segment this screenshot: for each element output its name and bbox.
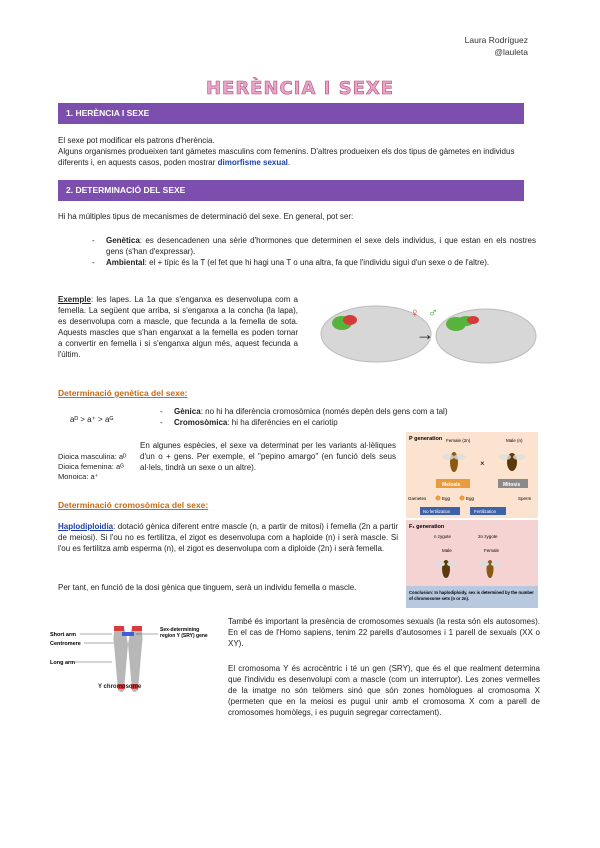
limpet-shell-right xyxy=(436,309,536,363)
f1-female-label: Female xyxy=(484,548,500,553)
allele-formula: aᴰ > a⁺ > aᴳ xyxy=(70,415,114,424)
male-symbol: ♂ xyxy=(428,305,438,320)
arrow-icon: → xyxy=(416,324,434,344)
sry-label: Sex-determining region Y (SRY) gene xyxy=(160,627,208,639)
list-item: - Ambiental: el + típic és la T (el fet que hi hagi una T o una altra, fa que l'individu sigui d'un sexe o de l'altre). xyxy=(92,257,536,268)
short-arm-label: Short arm xyxy=(50,632,76,638)
limpet-red-left xyxy=(343,315,357,325)
sperm-label: Sperm xyxy=(518,496,532,501)
list-item: - Genètica: es desencadenen una sèrie d'hormones que determinen el sexe dels individus, i que estan en els nostres gens (s'han d'expressar). xyxy=(92,235,536,257)
fertilization-label: Fertilization xyxy=(474,509,496,514)
author-handle: @lauleta xyxy=(494,47,528,57)
section-2-heading: 2. DETERMINACIÓ DEL SEXE xyxy=(58,180,524,201)
gametes-label: Gametes xyxy=(408,496,427,501)
example-label: Exemple xyxy=(58,295,91,304)
conclusion-text: Conclusion: In haplodiploidy, sex is determined by the number of chromosome sets (n or 2n). xyxy=(409,590,534,601)
n-zygote-label: n zygote xyxy=(434,534,452,539)
section-1-line-2: Alguns organismes produeixen tant gàmetes masculins com femenins. D'altres produeixen els dos tipus de gàmetes en individus diferents i, en aquests casos, poden mostrar dimorfisme sexual. xyxy=(58,147,515,167)
long-arm-label: Long arm xyxy=(50,660,76,666)
egg-label: Egg xyxy=(466,496,475,501)
genic-paragraph: En algunes espècies, el sexe va determinat per les variants al·lèliques d'un o + gens. Per exemple, el "pepino amargo" (en funció dels seus al·lels, tindrà un sexe o un altre). xyxy=(140,441,396,472)
haplodiploidy-term: Haplodiploidia xyxy=(58,522,114,531)
y-chromosome-figure xyxy=(50,620,220,692)
genetic-list xyxy=(160,406,540,428)
male-label: Male (n) xyxy=(506,438,523,443)
y-chromosome-shape xyxy=(114,626,143,692)
section-2-intro: Hi ha múltiples tipus de mecanismes de determinació del sexe. En general, pot ser: xyxy=(58,212,354,221)
author-name: Laura Rodríguez xyxy=(464,35,528,45)
limpet-illustration xyxy=(318,300,538,370)
meiosis-label: Meiosis xyxy=(442,482,461,488)
limpet-red-right xyxy=(467,316,479,324)
sex-chromosomes-paragraph: També és important la presència de cromosomes sexuals (la resta són els autosomes). En el cas de l'Homo sapiens, tenim 22 parells d'autosomes i 1 parell de sexuals (XX o XY). xyxy=(228,617,540,648)
no-fertilization-label: No fertilization xyxy=(423,509,451,514)
list-item: - Gènica: no hi ha diferència cromosòmica (només depèn dels gens com a tal) xyxy=(160,406,540,417)
y-chromosome-caption: Y chromosome xyxy=(98,684,142,690)
allele-labels xyxy=(58,452,126,482)
section-1-heading: 1. HERÈNCIA I SEXE xyxy=(58,103,524,124)
chromosomal-heading: Determinació cromosòmica del sexe: xyxy=(58,500,209,510)
cross-symbol: × xyxy=(480,459,485,468)
allele-label: Dioica masculina: aᴰ xyxy=(58,452,127,461)
female-label: Female (2n) xyxy=(446,438,471,443)
author-block xyxy=(465,34,528,58)
egg-label: Egg xyxy=(442,496,451,501)
section-1-text xyxy=(58,135,536,168)
f1-generation-label: F₁ generation xyxy=(409,524,445,530)
allele-label: Monoica: a⁺ xyxy=(58,472,99,481)
allele-label: Dioica femenina: aᴳ xyxy=(58,462,124,471)
mechanism-list xyxy=(92,235,536,268)
p-generation-panel xyxy=(406,432,538,518)
female-symbol: ♀ xyxy=(410,305,420,320)
list-item: - Cromosòmica: hi ha diferències en el cariotip xyxy=(160,417,540,428)
mitosis-label: Mitosis xyxy=(503,482,521,488)
example-paragraph: Exemple: les lapes. La 1a que s'enganxa es desenvolupa com a femella. La següent que arriba, si s'enganxa a la concha (la lapa), es desenvolupa com a mascle, que fecunda a la femella de sota. Aquests mascles que s'han enganxat a la femella es poden tornar a convertir en femella i si s'enganxa algun més, aquest fecunda a l'últim. xyxy=(58,295,298,359)
p-generation-label: P generation xyxy=(409,436,443,442)
2n-zygote-label: 2n zygote xyxy=(478,534,498,539)
genetic-heading: Determinació genètica del sexe: xyxy=(58,388,188,398)
dose-paragraph: Per tant, en funció de la dosi gènica que tinguem, serà un individu femella o mascle. xyxy=(58,583,357,592)
haplodiploidy-paragraph: Haplodiploidia: dotació gènica diferent entre mascle (n, a partir de mitosi) i femella (2n a partir de meiosi). Si l'ou no es fertilitza, el zigot es desenvolupa com a haploide (n) i serà mascle. Si l'ou es fertilitza amb esperma (n), el zigot es desenvolupa com a diploide (2n) i serà femella. xyxy=(58,522,398,553)
haplodiploidy-figure xyxy=(406,432,538,608)
f1-male-label: Male xyxy=(442,548,452,553)
section-1-line-1: El sexe pot modificar els patrons d'herència. xyxy=(58,136,215,145)
y-chromosome-paragraph: El cromosoma Y és acrocèntric i té un gen (SRY), que és el que realment determina que l'individu es desenvolupi com a mascle (com un interruptor). Les zones vermelles de la imatge no són telòmers sinó que són zones homòlogues al cromosoma X (permeten que en la meiosi es pugui unir amb el cromosoma X com a parell de cromosomes homòlegs, i es puguin segregar correctament). xyxy=(228,664,540,717)
centromere-label: Centromere xyxy=(50,641,81,647)
page-title: HERÈNCIA I SEXE xyxy=(205,78,395,99)
dimorfisme-link: dimorfisme sexual xyxy=(217,158,288,167)
